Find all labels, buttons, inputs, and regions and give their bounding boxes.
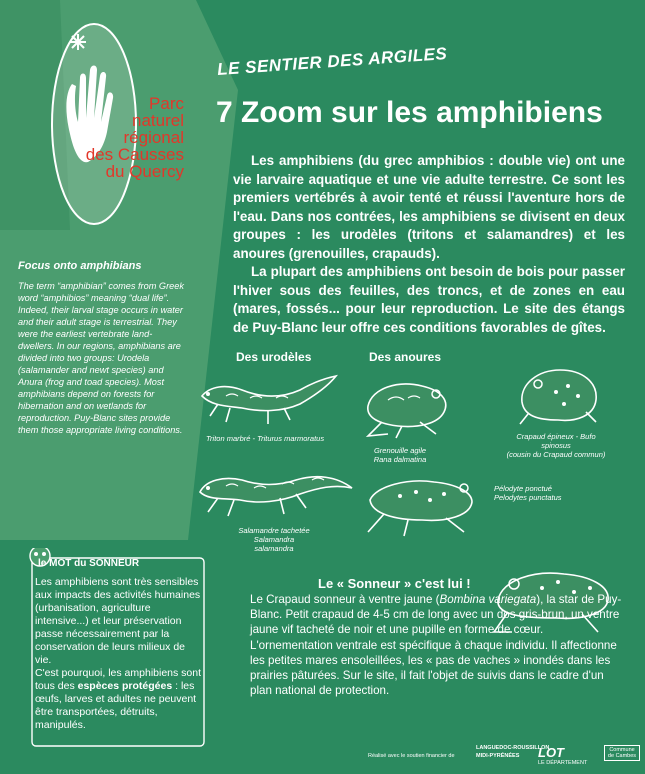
caption-pelodyte xyxy=(494,484,562,502)
sonneur-box-text xyxy=(35,576,203,732)
sonneur-species: Bombina variegata xyxy=(439,593,537,606)
caption-salamandre-latin: Salamandra salamandra xyxy=(253,535,295,553)
intro-paragraph-2: La plupart des amphibiens ont besoin de bois pour passer l'hiver sous des feuilles, des troncs, et de zones en eau (mares, fossés... pour leur reproduction. Le site des étangs de Puy-Blanc leur offre ces conditions favorables de gîtes. xyxy=(233,264,625,335)
protected-species: espèces protégées xyxy=(77,680,173,692)
caption-crapaud-common: Crapaud épineux - Bufo spinosus xyxy=(516,432,596,450)
trail-name: LE SENTIER DES ARGILES xyxy=(216,43,448,80)
urodeles-heading: Des urodèles xyxy=(236,350,312,364)
caption-pelodyte-latin: Pelodytes punctatus xyxy=(494,493,562,502)
caption-crapaud-note: (cousin du Crapaud commun) xyxy=(506,450,606,459)
english-summary-text: The term “amphibian” comes from Greek word “amphibios” meaning “dual life”. Indeed, their larval stage occurs in water and their adult stage is terrestrial. They were the earliest vertebrate land-dwellers. In our regions, amphibians are divided into two groups: Urodela (salamander and newt species) and Anura (frog and toad species). Most amphibians depend on forests for hibernation and on wetlands for reproduction. Puy-Blanc sites provide them those appropriate living conditions. xyxy=(18,281,184,435)
fire-salamander-illustration xyxy=(196,462,356,524)
region-logo-line2: MIDI-PYRÉNÉES xyxy=(476,753,520,759)
commune-logo: Commune de Cambes xyxy=(604,745,640,761)
sonneur-paragraph-2 xyxy=(35,667,203,732)
star-icon xyxy=(70,34,86,50)
park-name-line: du Quercy xyxy=(105,162,184,181)
park-name-line: Parc xyxy=(149,94,184,113)
park-name-line: naturel xyxy=(132,111,184,130)
intro-text xyxy=(233,152,625,337)
english-summary-title: Focus onto amphibians xyxy=(18,260,142,272)
park-name-line: des Causses xyxy=(85,145,184,164)
lot-logo: LOT xyxy=(538,745,564,760)
caption-salamandre xyxy=(234,526,314,553)
park-name xyxy=(84,95,184,180)
agile-frog-illustration xyxy=(358,370,458,442)
sonneur-box-title: le MOT du SONNEUR xyxy=(38,558,140,569)
caption-triton: Triton marbré - Triturus marmoratus xyxy=(206,434,325,443)
marbled-newt-illustration xyxy=(196,368,346,430)
parsley-frog-illustration xyxy=(360,470,490,540)
caption-grenouille xyxy=(360,446,440,464)
park-name-line: régional xyxy=(123,128,184,147)
region-logo-line1: LANGUEDOC-ROUSSILLON xyxy=(476,745,550,751)
english-summary xyxy=(18,260,186,436)
sonneur-rest: , la star de Puy-Blanc. Petit crapaud de 4-5 cm de long avec un dos gris-brun, un ventre jaune vif tacheté de noir et une pupille en forme de cœur. L'ornementation ventrale est spécifique à chaque individu. Il affectionne les petites mares ensoleillées, les « pas de vaches » inondés dans les prairies pâturées. Sur le site, il fait l'objet de suivis dans le cadre d'un plan national de protection. xyxy=(250,593,622,698)
sonneur-p2-post: : les œufs, larves et adultes ne peuvent être transportées, détruits, manipulés. xyxy=(35,680,197,731)
caption-crapaud xyxy=(506,432,606,459)
page-title: 7 Zoom sur les amphibiens xyxy=(216,96,603,129)
caption-pelodyte-common: Pélodyte ponctué xyxy=(494,484,552,493)
sonneur-p2-pre: C'est pourquoi, les amphibiens sont tous des xyxy=(35,667,202,692)
sonneur-text xyxy=(250,592,628,698)
anoures-heading: Des anoures xyxy=(369,350,442,364)
sonneur-paragraph-1: Les amphibiens sont très sensibles aux impacts des activités humaines (urbanisation, agriculture intensive...) et leur préservation passe nécessairement par la conservation de leurs milieux de vie. xyxy=(35,576,201,666)
lot-logo-sub: LE DÉPARTEMENT xyxy=(538,760,588,766)
support-label: Réalisé avec le soutien financier de xyxy=(368,753,455,759)
caption-grenouille-latin: Rana dalmatina xyxy=(373,455,427,464)
caption-grenouille-common: Grenouille agile xyxy=(373,446,427,455)
sonneur-description: Le Crapaud sonneur à ventre jaune (Bombina variegata), la star de Puy-Blanc. Petit crapaud de 4-5 cm de long avec un dos gris-brun, un ventre jaune vif tacheté de noir et une pupille en forme de cœur. L'ornementation ventrale est spécifique à chaque individu. Il affectionne les petites mares ensoleillées, les « pas de vaches » inondés dans les prairies pâturées. Sur le site, il fait l'objet de suivis dans le cadre d'un plan national de protection. xyxy=(250,593,622,698)
caption-salamandre-common: Salamandre tachetée xyxy=(238,526,310,535)
intro-paragraph-1: Les amphibiens (du grec amphibios : double vie) ont une vie larvaire aquatique et une vie adulte terrestre. Ce sont les premiers vertébrés à avoir tenté et réussi l'aventure hors de l'eau. Dans nos contrées, les amphibiens se divisent en deux groupes : les urodèles (tritons et salamandres) et les anoures (grenouilles, crapauds). xyxy=(233,153,625,261)
sonneur-title: Le « Sonneur » c'est lui ! xyxy=(318,576,471,591)
footer-sponsors xyxy=(368,745,638,769)
sonneur-line1: Le Crapaud sonneur à ventre jaune xyxy=(250,593,433,606)
spiny-toad-illustration xyxy=(508,362,608,428)
